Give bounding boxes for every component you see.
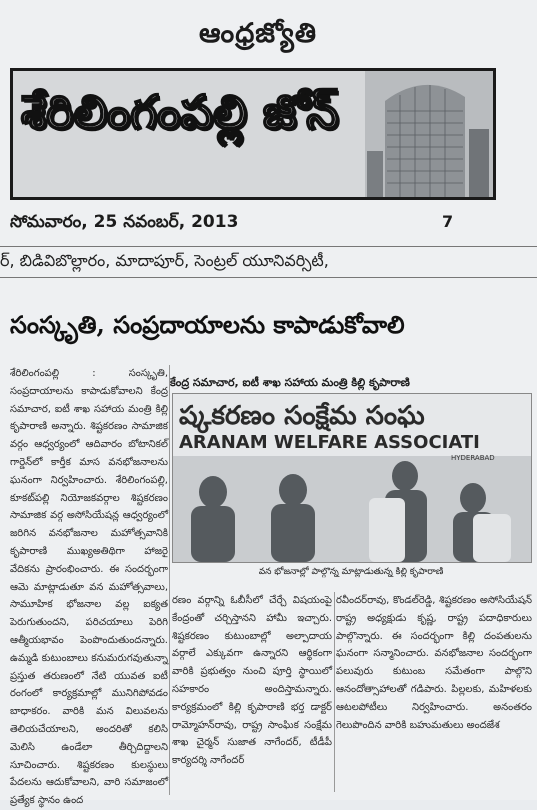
article-column-2-text: రణం వర్గాన్ని ఓబీసీలో చేర్చే విషయంపై కేంద్రంతో చర్చిస్తానని హామీ ఇచ్చారు. శిష్టకరణం కుటుంబాల్లో అల్పాదాయ వర్గాలే ఎక్కువగా ఉన్నారని ఆర్థికంగా వారికి ప్రభుత్వం నుంచి పూర్తి స్థాయిలో సహకారం అందిస్తామన్నారు. కార్యక్రమంలో కిల్లి కృపారాణి భర్త డాక్టర్ రామ్మోహన్‌రావు, రాష్ట్ర సాంఘిక సంక్షేమ శాఖ చైర్మన్ సుజాత నాగేందర్, టీడీపీ కార్యదర్శి నాగేందర్ xyxy=(172,595,332,767)
article-column-1-text: శేరిలింగంపల్లి : సంస్కృతి, సంప్రదాయాలను కాపాడుకోవాలని కేంద్ర సమాచార, ఐటీ శాఖ సహాయ మంత్రి కిల్లి కృపారాణి అన్నారు. శిష్టకరణం సామాజిక వర్గం ఆధ్వర్యంలో ఆదివారం బోటానికల్ గార్డెన్‌లో కార్తీక మాస వనభోజనాలను ఘనంగా నిర్వహించారు. శేరిలింగంపల్లి, కూకట్‌పల్లి నియోజకవర్గాల శిష్టకరణం సామాజిక వర్గ అసోసియేషన్ల ఆధ్వర్యంలో జరిగిన వనభోజనాల మహోత్సవానికి కృపారాణి ముఖ్యఅతిథిగా హాజరై వేదికను ప్రారంభించారు. ఈ సందర్భంగా ఆమె మాట్లాడుతూ వన మహోత్సవాలు, సామూహిక భోజనాల వల్ల ఐక్యత పెరుగుతుందని, పరిచయాలు పెరిగి ఆత్మీయభావం పెంపొందుతుందన్నారు. ఉమ్మడి కుటుంబాలు కనుమరుగవుతున్నా ప్రస్తుత తరుణంలో నేటి యువత ఐటీ రంగంలో కార్యక్రమాల్లో మునిగిపోవడం బాధాకరం. వారికి మన విలువలను తెలియచేయాలని, అందరితో కలిసి మెలిసి ఉండేలా తీర్చిదిద్దాలని సూచించారు. శిష్టకరణం కులస్థులు పేదలను ఆదుకోవాలని, వారి సమాజంలో ప్రత్యేక స్థానం ఉంద xyxy=(10,368,168,807)
event-photo xyxy=(172,393,532,563)
newspaper-logo: ఆంధ్రజ్యోతి xyxy=(198,18,318,49)
edition-masthead xyxy=(10,68,496,200)
column-divider xyxy=(334,592,335,792)
event-photo-image xyxy=(173,394,531,562)
page-number: 7 xyxy=(442,212,454,231)
article-column-1 xyxy=(10,365,168,807)
photo-top-caption: కేంద్ర సమాచార, ఐటీ శాఖ సహాయ మంత్రి కిల్లి కృపారాణి xyxy=(170,376,410,389)
photo-caption: వన భోజనాల్లో పాల్గొన్న మాట్లాడుతున్న కిల్లి కృపారాణి xyxy=(258,567,444,577)
banner-text-2: ARANAM WELFARE ASSOCIATI xyxy=(179,432,480,453)
edition-title: శేరిలింగంపల్లి జోన్ xyxy=(21,85,339,139)
location-strip-text: ర్, బిడివిబొల్లారం, మాదాపూర్, సెంట్రల్ యూనివర్సిటీ, xyxy=(0,251,329,270)
article-column-3-text: రవీందర్‌రావు, కొండల్‌రెడ్డి, శిష్టకరణం అసోసియేషన్ రాష్ట్ర అధ్యక్షుడు కృష్ణ, రాష్ట్ర పదాధికారులు పాల్గొన్నారు. ఈ సందర్భంగా కిల్లి దంపతులను ఘనంగా సన్మానించారు. వనభోజనాల సందర్భంగా పలువురు కుటుంబ సమేతంగా పాల్గొని ఆనందోత్సాహాలతో గడిపారు. పిల్లలకు, మహిళలకు ఆటలపోటీలు నిర్వహించారు. అనంతరం గెలుపొందిన వారికి బహుమతులు అందజేశ xyxy=(336,595,532,731)
article-headline: సంస్కృతి, సంప్రదాయాలను కాపాడుకోవాలి xyxy=(10,310,405,339)
location-strip xyxy=(0,246,537,278)
article-column-3 xyxy=(336,592,532,792)
issue-date: సోమవారం, 25 నవంబర్, 2013 xyxy=(10,212,239,232)
banner-text-1: ష్కకరణం సంక్షేమ సంఘ xyxy=(179,401,425,431)
article-column-2 xyxy=(172,592,332,792)
building-illustration xyxy=(365,71,493,197)
column-divider xyxy=(169,365,170,795)
banner-text-3: HYDERABAD xyxy=(451,454,495,462)
